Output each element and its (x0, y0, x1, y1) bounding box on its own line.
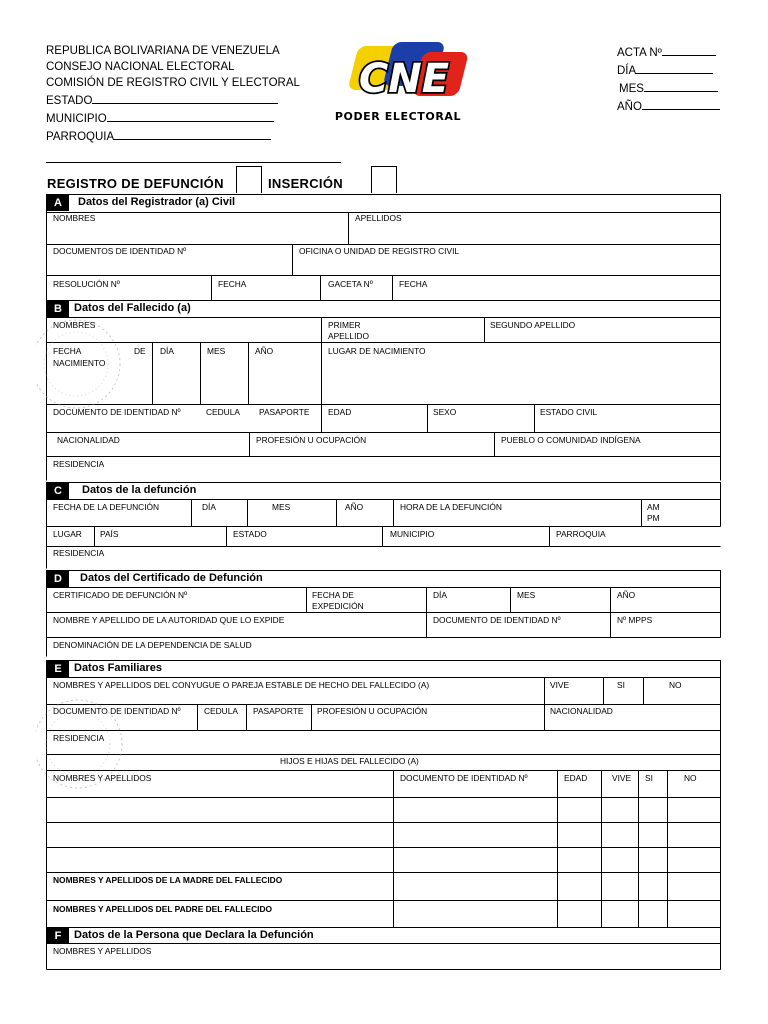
d-anio-field[interactable]: AÑO (617, 590, 636, 600)
a-gaceta-field[interactable]: GACETA Nº (328, 279, 373, 289)
e-pasaporte-option[interactable]: PASAPORTE (253, 706, 304, 716)
b-nacimiento-label: NACIMIENTO (53, 358, 106, 368)
b-de-label: DE (134, 346, 146, 356)
section-d-letter: D (47, 571, 69, 587)
header-line-consejo: CONSEJO NACIONAL ELECTORAL (46, 61, 235, 73)
b-pueblo-field[interactable]: PUEBLO O COMUNIDAD INDÍGENA (501, 435, 641, 445)
anio-label: AÑO (617, 101, 642, 113)
e-hijos-si-header: SI (645, 773, 653, 783)
e-padre-field[interactable]: NOMBRES Y APELLIDOS DEL PADRE DEL FALLECIDO (53, 904, 273, 914)
logo-subtitle: PODER ELECTORAL (334, 110, 462, 123)
estado-label: ESTADO (46, 95, 93, 107)
a-fecha-field[interactable]: FECHA (218, 279, 247, 289)
b-apellido-label[interactable]: APELLIDO (328, 331, 369, 341)
b-segundo-apellido-field[interactable]: SEGUNDO APELLIDO (490, 320, 576, 330)
a-apellidos-field[interactable]: APELLIDOS (355, 213, 402, 223)
d-autoridad-field[interactable]: NOMBRE Y APELLIDO DE LA AUTORIDAD QUE LO EXPIDE (53, 615, 285, 625)
c-mes-field[interactable]: MES (272, 502, 291, 512)
parroquia-label: PARROQUIA (46, 131, 115, 143)
f-nombres-field[interactable]: NOMBRES Y APELLIDOS (53, 946, 152, 956)
municipio-label: MUNICIPIO (46, 113, 107, 125)
acta-label: ACTA Nº (617, 47, 662, 59)
c-dia-field[interactable]: DÍA (202, 502, 216, 512)
c-estado-field[interactable]: ESTADO (233, 529, 267, 539)
c-pais-field[interactable]: PAÍS (100, 529, 119, 539)
header-line-comision: COMISIÓN DE REGISTRO CIVIL Y ELECTORAL (46, 77, 300, 89)
registro-title: REGISTRO DE DEFUNCIÓN (47, 176, 224, 191)
c-anio-field[interactable]: AÑO (345, 502, 364, 512)
section-b-letter: B (47, 301, 69, 317)
e-no-option[interactable]: NO (669, 680, 682, 690)
section-a-letter: A (47, 195, 69, 211)
b-dia-field[interactable]: DÍA (160, 346, 174, 356)
c-lugar-label: LUGAR (53, 529, 82, 539)
d-dia-field[interactable]: DÍA (433, 590, 447, 600)
a-resolucion-field[interactable]: RESOLUCIÓN Nº (53, 279, 120, 289)
a-nombres-field[interactable]: NOMBRES (53, 213, 96, 223)
d-expedicion-field[interactable]: EXPEDICIÓN (312, 601, 364, 611)
b-edad-field[interactable]: EDAD (328, 407, 352, 417)
a-documentos-field[interactable]: DOCUMENTOS DE IDENTIDAD Nº (53, 246, 187, 256)
e-hijos-heading: HIJOS E HIJAS DEL FALLECIDO (A) (280, 756, 419, 766)
b-fecha-label: FECHA (53, 346, 82, 356)
mes-label: MES (619, 83, 644, 95)
d-dependencia-field[interactable]: DENOMINACIÓN DE LA DEPENDENCIA DE SALUD (53, 640, 252, 650)
b-nombres-field[interactable]: NOMBRES (53, 320, 96, 330)
e-si-option[interactable]: SI (617, 680, 625, 690)
c-am-option[interactable]: AM (647, 502, 660, 512)
section-c-title: Datos de la defunción (82, 484, 197, 496)
section-f-title: Datos de la Persona que Declara la Defunción (74, 929, 314, 941)
e-conyugue-field[interactable]: NOMBRES Y APELLIDOS DEL CONYUGUE O PAREJA ESTABLE DE HECHO DEL FALLECIDO (A) (53, 680, 430, 690)
a-fecha2-field[interactable]: FECHA (399, 279, 428, 289)
e-madre-field[interactable]: NOMBRES Y APELLIDOS DE LA MADRE DEL FALLECIDO (53, 875, 283, 885)
header-line-republica: REPUBLICA BOLIVARIANA DE VENEZUELA (46, 45, 280, 57)
section-a-title: Datos del Registrador (a) Civil (78, 196, 236, 208)
d-fecha-label: FECHA DE (312, 590, 354, 600)
e-hijos-documento-header: DOCUMENTO DE IDENTIDAD Nº (400, 773, 528, 783)
e-hijos-nombres-header: NOMBRES Y APELLIDOS (53, 773, 152, 783)
c-pm-option[interactable]: PM (647, 513, 660, 523)
d-documento-field[interactable]: DOCUMENTO DE IDENTIDAD Nº (433, 615, 561, 625)
e-nacionalidad-field[interactable]: NACIONALIDAD (550, 706, 613, 716)
b-mes-field[interactable]: MES (207, 346, 226, 356)
c-fecha-field[interactable]: FECHA DE LA DEFUNCIÓN (53, 502, 160, 512)
c-residencia-field[interactable]: RESIDENCIA (53, 548, 105, 558)
insercion-title: INSERCIÓN (268, 176, 343, 191)
d-mpps-field[interactable]: Nº MPPS (617, 615, 653, 625)
e-vive-label: VIVE (550, 680, 570, 690)
section-e-title: Datos Familiares (74, 662, 163, 674)
e-cedula-option[interactable]: CEDULA (204, 706, 238, 716)
b-primer-label: PRIMER (328, 320, 361, 330)
b-nacionalidad-field[interactable]: NACIONALIDAD (57, 435, 120, 445)
b-anio-field[interactable]: AÑO (255, 346, 274, 356)
logo-text: CNE (358, 56, 450, 102)
b-cedula-option[interactable]: CEDULA (206, 407, 240, 417)
e-hijos-no-header: NO (684, 773, 697, 783)
e-hijos-vive-header: VIVE (612, 773, 632, 783)
d-certificado-field[interactable]: CERTIFICADO DE DEFUNCIÓN Nº (53, 590, 188, 600)
a-oficina-field[interactable]: OFICINA O UNIDAD DE REGISTRO CIVIL (299, 246, 460, 256)
section-f-letter: F (47, 928, 69, 944)
e-profesion-field[interactable]: PROFESIÓN U OCUPACIÓN (317, 706, 428, 716)
e-residencia-field[interactable]: RESIDENCIA (53, 733, 105, 743)
b-documento-field[interactable]: DOCUMENTO DE IDENTIDAD Nº (53, 407, 181, 417)
section-b-title: Datos del Fallecido (a) (74, 302, 191, 314)
b-profesion-field[interactable]: PROFESIÓN U OCUPACIÓN (256, 435, 367, 445)
section-e-letter: E (47, 661, 69, 677)
b-sexo-field[interactable]: SEXO (433, 407, 457, 417)
c-hora-field[interactable]: HORA DE LA DEFUNCIÓN (400, 502, 502, 512)
c-municipio-field[interactable]: MUNICIPIO (390, 529, 435, 539)
c-parroquia-field[interactable]: PARROQUIA (556, 529, 606, 539)
dia-label: DÍA (617, 65, 637, 77)
b-residencia-field[interactable]: RESIDENCIA (53, 459, 105, 469)
e-hijos-edad-header: EDAD (564, 773, 588, 783)
e-documento-field[interactable]: DOCUMENTO DE IDENTIDAD Nº (53, 706, 181, 716)
b-pasaporte-option[interactable]: PASAPORTE (259, 407, 310, 417)
b-lugar-nacimiento-field[interactable]: LUGAR DE NACIMIENTO (328, 346, 426, 356)
section-c-letter: C (47, 483, 69, 499)
d-mes-field[interactable]: MES (517, 590, 536, 600)
section-d-title: Datos del Certificado de Defunción (80, 572, 263, 584)
b-estado-civil-field[interactable]: ESTADO CIVIL (540, 407, 598, 417)
